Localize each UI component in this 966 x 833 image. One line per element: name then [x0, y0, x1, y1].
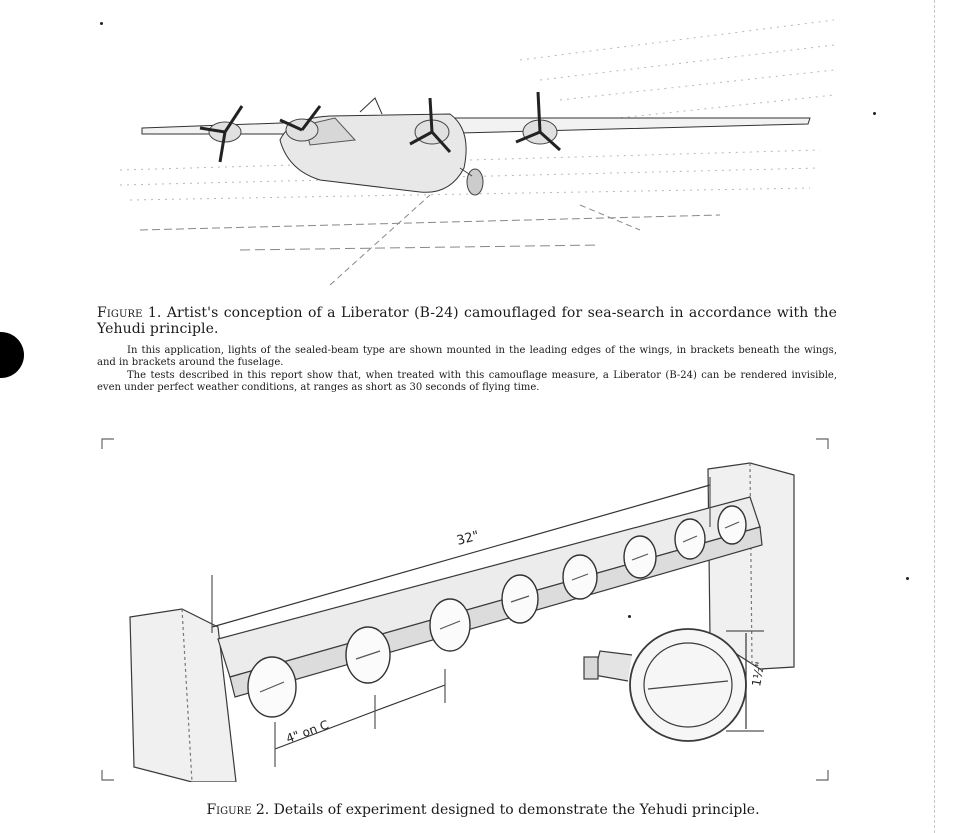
- figure-2-label: Figure 2.: [206, 802, 270, 818]
- figure-1-illustration: [120, 0, 834, 292]
- dimension-lamp-label: 1½": [749, 660, 768, 688]
- figure-2-illustration: [100, 437, 833, 782]
- scan-speck: [906, 577, 909, 580]
- dimension-spacing-label: 4" on C: [284, 717, 331, 746]
- figure-1-caption-text: Artist's conception of a Liberator (B-24) camouflaged for sea-search in accordance with the Yehudi principle.: [97, 305, 837, 337]
- scan-edge: [934, 0, 936, 833]
- figure-1-note-paragraph: In this application, lights of the sealed-beam type are shown mounted in the leading edges of the wings, in brackets beneath the wings, and in brackets around the fuselage.: [97, 345, 837, 368]
- scan-speck: [873, 112, 876, 115]
- punch-hole: [0, 332, 24, 378]
- scan-speck: [100, 22, 103, 25]
- figure-1-caption: [97, 305, 837, 337]
- dimension-length-label: 32": [455, 528, 481, 549]
- figure-1-label: Figure 1.: [97, 305, 162, 321]
- figure-2-caption-text: Details of experiment designed to demonstrate the Yehudi principle.: [273, 802, 760, 818]
- figure-1-note-paragraph: The tests described in this report show that, when treated with this camouflage measure, a Liberator (B-24) can be rendered invisible, even under perfect weather conditions, at ranges as short as 30 seconds of flying time.: [97, 370, 837, 393]
- figure-2-caption: [0, 802, 966, 818]
